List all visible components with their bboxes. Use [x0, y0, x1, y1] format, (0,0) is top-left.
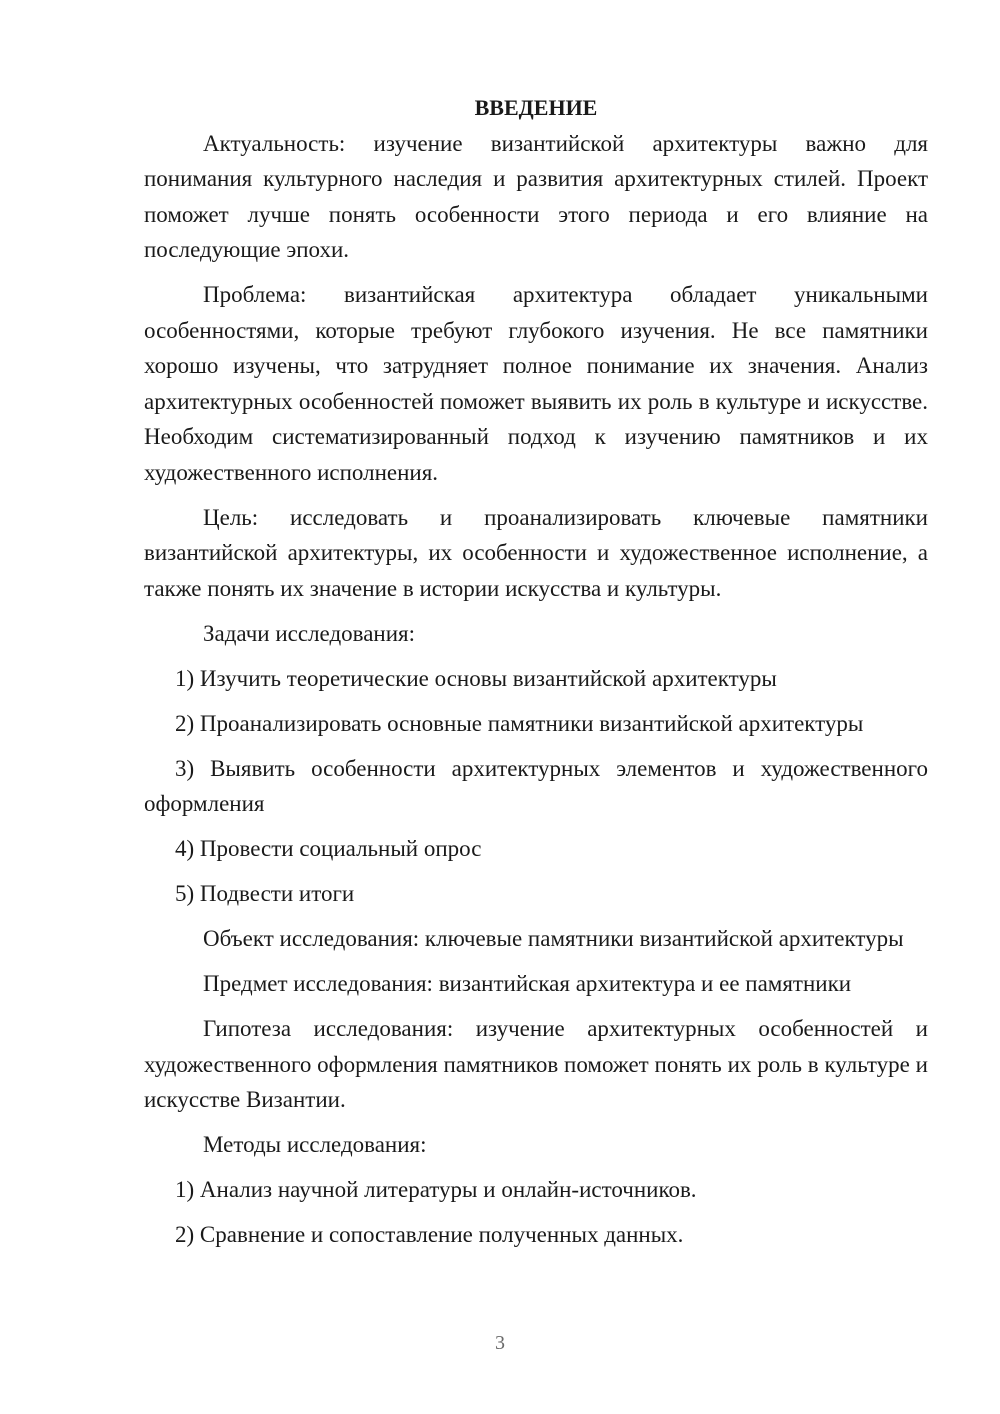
method-item-1: 1) Анализ научной литературы и онлайн-источников.: [175, 1177, 697, 1202]
task-item-2: 2) Проанализировать основные памятники византийской архитектуры: [175, 710, 864, 736]
task-item-1: 1) Изучить теоретические основы византийской архитектуры: [175, 665, 777, 691]
hypothesis-paragraph: Гипотеза исследования: изучение архитектурных особенностей и художественного оформления памятников поможет понять их роль в культуре и искусстве Византии.: [144, 1016, 928, 1112]
relevance-paragraph: Актуальность: изучение византийской архитектуры важно для понимания культурного наследия и развития архитектурных стилей. Проект поможет лучше понять особенности этого периода и его влияние на последующие эпохи.: [144, 130, 928, 262]
task-item-4: 4) Провести социальный опрос: [175, 836, 482, 861]
object-paragraph: Объект исследования: ключевые памятники византийской архитектуры: [203, 926, 904, 951]
task-item-5: 5) Подвести итоги: [175, 881, 355, 906]
method-item-2: 2) Сравнение и сопоставление полученных данных.: [175, 1222, 684, 1247]
page-title: ВВЕДЕНИЕ: [474, 95, 598, 120]
task-item-3: 3) Выявить особенности архитектурных элементов и художественного оформления: [144, 755, 928, 816]
page-content: [144, 90, 928, 1262]
page-number: 3: [495, 1332, 505, 1354]
subject-paragraph: Предмет исследования: византийская архитектура и ее памятники: [203, 971, 852, 996]
problem-paragraph: Проблема: византийская архитектура обладает уникальными особенностями, которые требуют глубокого изучения. Не все памятники хорошо изучены, что затрудняет полное понимание их значения. Анализ архитектурных особенностей поможет выявить их роль в культуре и искусстве. Необходим систематизированный подход к изучению памятников и их художественного исполнения.: [144, 282, 928, 485]
goal-paragraph: Цель: исследовать и проанализировать ключевые памятники византийской архитектуры, их особенности и художественное исполнение, а также понять их значение в истории искусства и культуры.: [144, 504, 928, 601]
tasks-heading: Задачи исследования:: [203, 620, 416, 646]
methods-heading: Методы исследования:: [203, 1132, 427, 1157]
